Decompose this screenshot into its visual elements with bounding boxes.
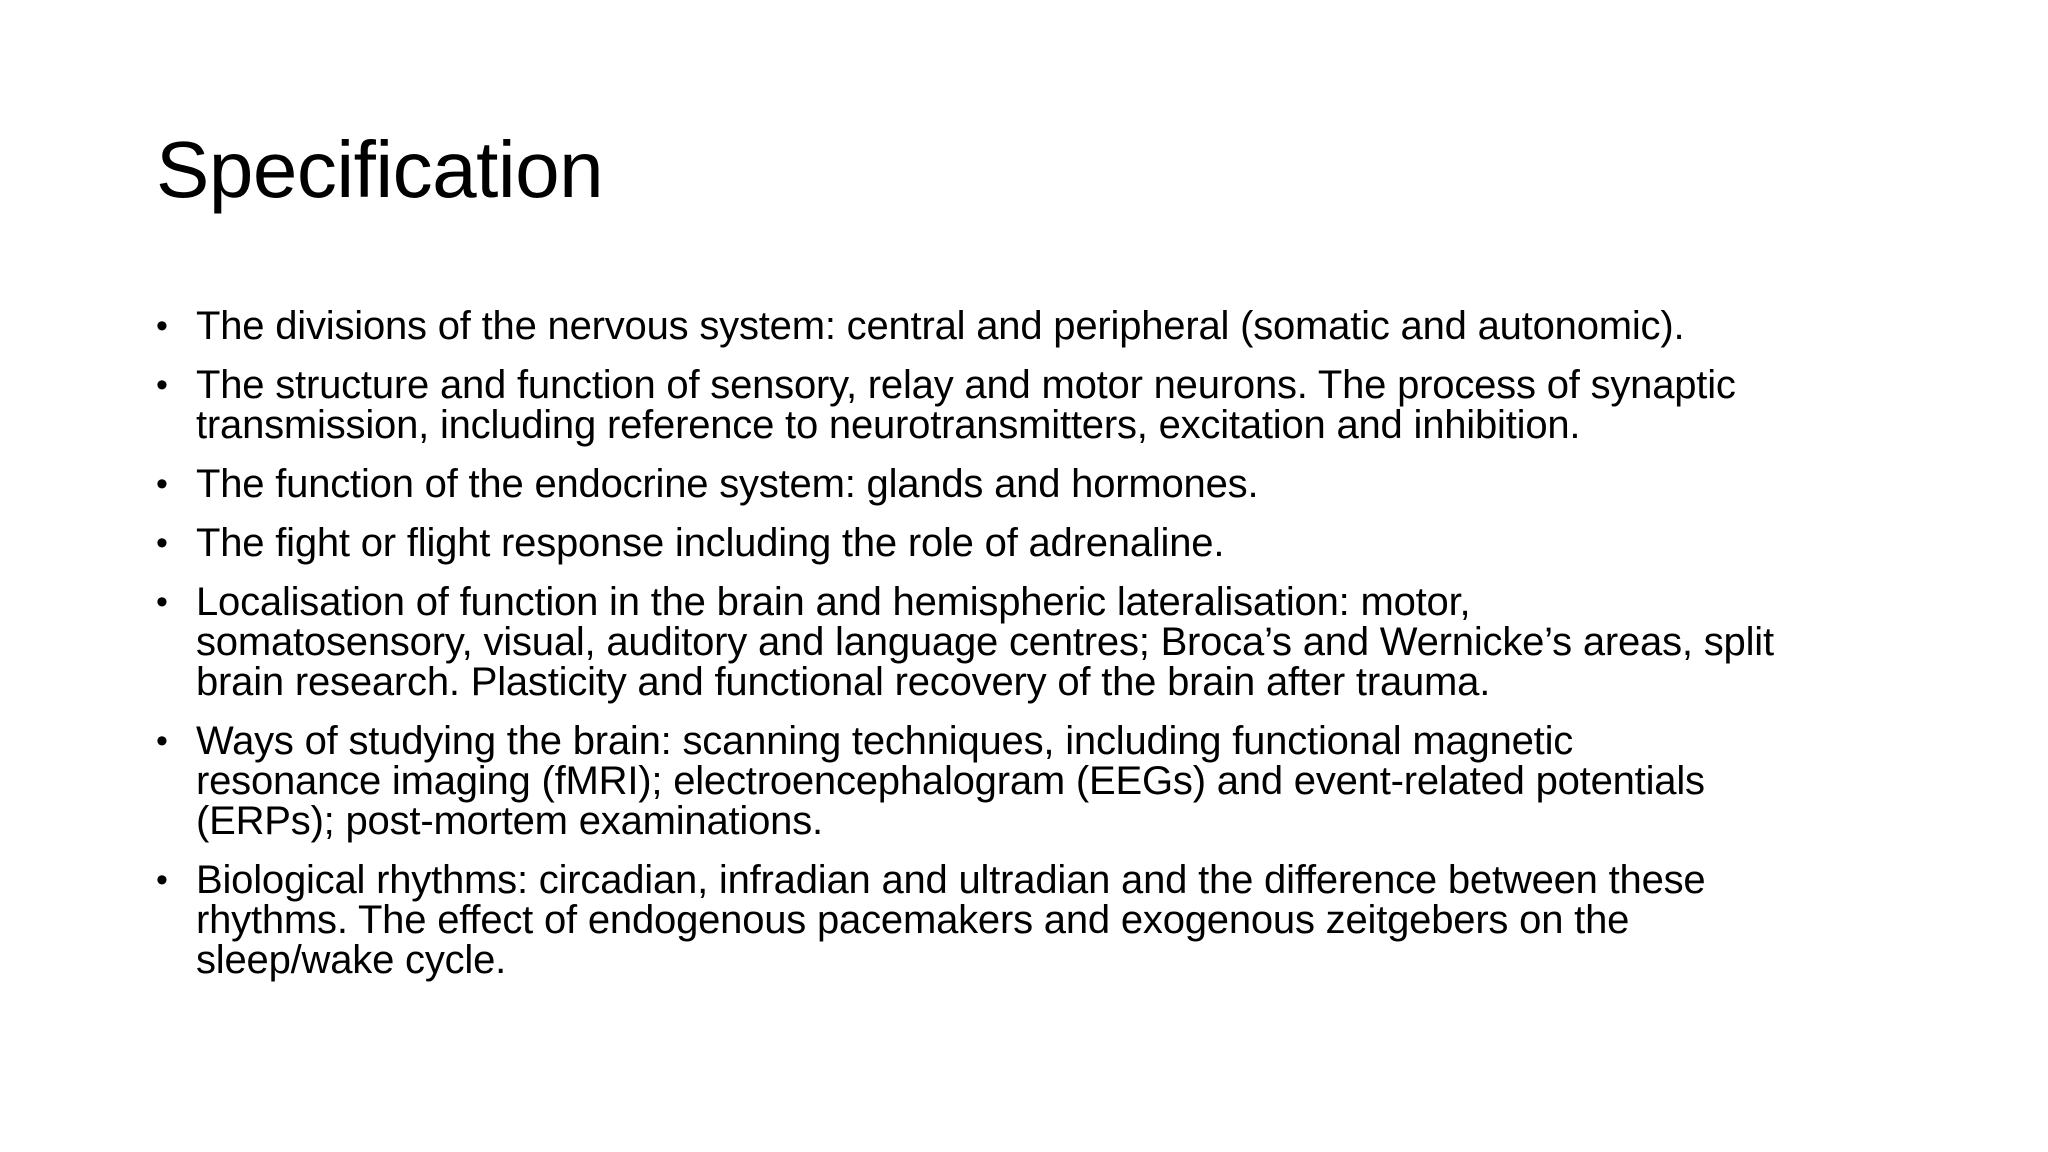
bullet-text-line: brain research. Plasticity and functional recovery of the brain after trauma. [196,660,1491,704]
slide-title: Specification [156,125,604,214]
bullet-text-line: Ways of studying the brain: scanning techniques, including functional magnetic [196,719,1574,763]
bullet-item [156,721,1916,841]
bullet-icon: • [156,307,168,345]
bullet-text-line: The fight or flight response including the role of adrenaline. [196,521,1225,565]
bullet-text-line: The divisions of the nervous system: central and peripheral (somatic and autonomic). [196,304,1685,348]
bullet-list [156,306,1916,999]
bullet-item [156,860,1916,980]
bullet-icon: • [156,861,168,899]
bullet-icon: • [156,583,168,621]
bullet-item [156,523,1916,563]
bullet-text-line: The structure and function of sensory, relay and motor neurons. The process of synaptic [196,363,1736,407]
bullet-icon: • [156,524,168,562]
bullet-icon: • [156,722,168,760]
bullet-icon: • [156,465,168,503]
bullet-item [156,365,1916,445]
bullet-text-line: The function of the endocrine system: glands and hormones. [196,462,1259,506]
bullet-item [156,582,1916,702]
bullet-icon: • [156,366,168,404]
bullet-text-line: transmission, including reference to neurotransmitters, excitation and inhibition. [196,403,1581,447]
bullet-text-line: Biological rhythms: circadian, infradian and ultradian and the difference between these [196,858,1706,902]
bullet-text-line: Localisation of function in the brain and hemispheric lateralisation: motor, [196,580,1471,624]
bullet-text-line: somatosensory, visual, auditory and language centres; Broca’s and Wernicke’s areas, split [196,620,1774,664]
bullet-item [156,306,1916,346]
bullet-text-line: resonance imaging (fMRI); electroencephalogram (EEGs) and event-related potentials [196,759,1705,803]
bullet-text-line: (ERPs); post-mortem examinations. [196,799,823,843]
bullet-text-line: sleep/wake cycle. [196,938,507,982]
bullet-item [156,464,1916,504]
bullet-text-line: rhythms. The effect of endogenous pacemakers and exogenous zeitgebers on the [196,898,1630,942]
